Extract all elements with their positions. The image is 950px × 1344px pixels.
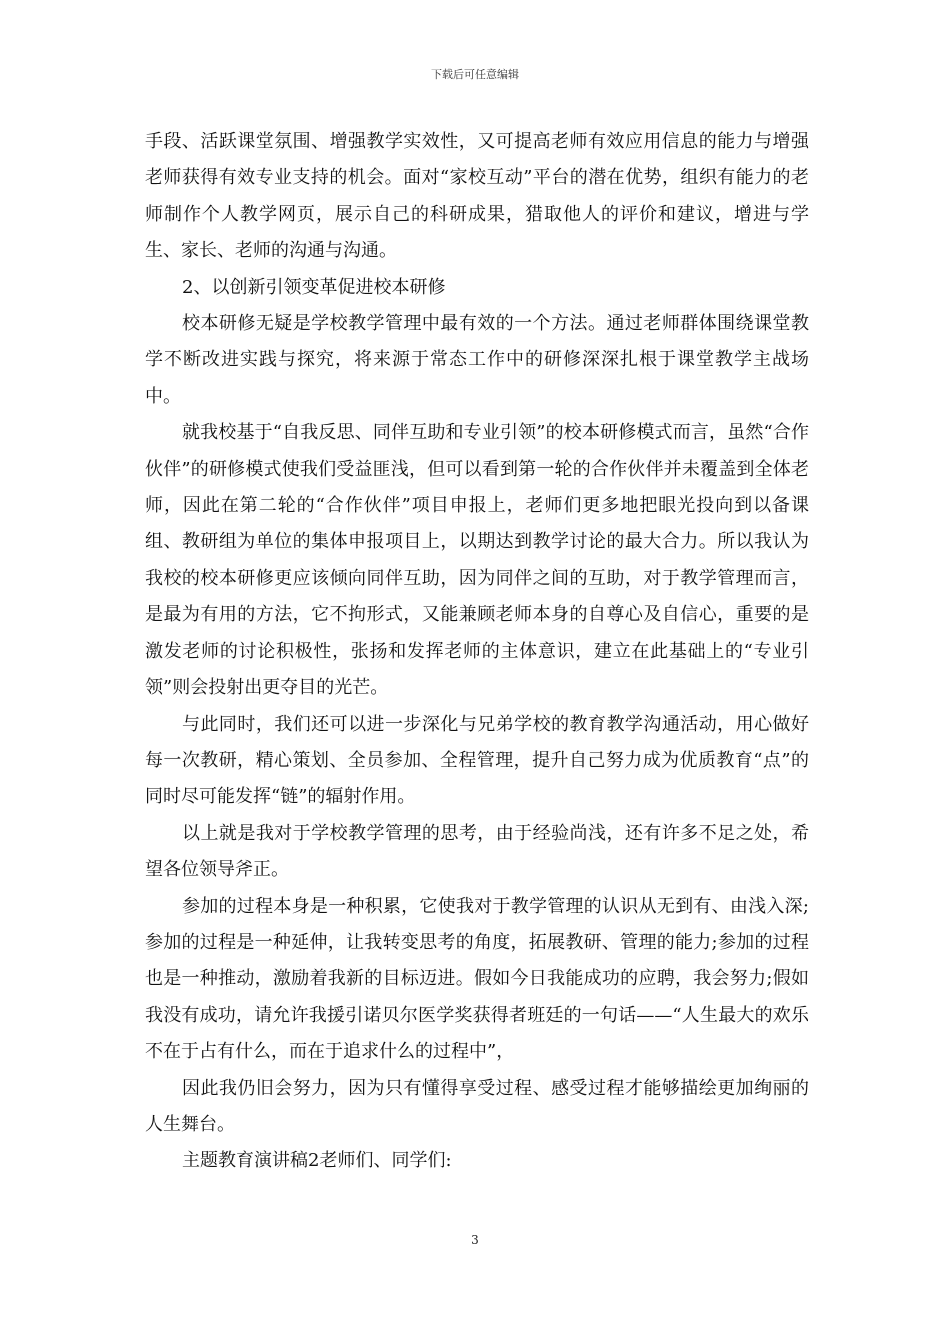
paragraph-2: 校本研修无疑是学校教学管理中最有效的一个方法。通过老师群体围绕课堂教学不断改进实践与探究，将来源于常态工作中的研修深深扎根于课堂教学主战场中。: [145, 313, 809, 407]
page-header: 下载后可任意编辑: [431, 68, 519, 81]
page-number: 3: [471, 1233, 479, 1247]
paragraph-4: 与此同时，我们还可以进一步深化与兄弟学校的教育教学沟通活动，用心做好每一次教研，精心策划、全员参加、全程管理，提升自己努力成为优质教育“点”的同时尽可能发挥“链”的辐射作用。: [145, 713, 809, 808]
section-heading: 2、以创新引领变革促进校本研修: [182, 276, 446, 298]
paragraph-1: 手段、活跃课堂氛围、增强教学实效性，又可提高老师有效应用信息的能力与增强老师获得有效专业支持的机会。面对“家校互动”平台的潜在优势，组织有能力的老师制作个人教学网页，展示自己的科研成果，猎取他人的评价和建议，增进与学生、家长、老师的沟通与沟通。: [145, 131, 809, 262]
paragraph-7: 因此我仍旧会努力，因为只有懂得享受过程、感受过程才能够描绘更加绚丽的人生舞台。: [145, 1077, 809, 1135]
paragraph-5: 以上就是我对于学校教学管理的思考，由于经验尚浅，还有许多不足之处，希望各位领导斧正。: [145, 822, 809, 881]
paragraph-6: 参加的过程本身是一种积累，它使我对于教学管理的认识从无到有、由浅入深;参加的过程是一种延伸，让我转变思考的角度，拓展教研、管理的能力;参加的过程也是一种推动，激励着我新的目标迈进。假如今日我能成功的应聘，我会努力;假如我没有成功，请允许我援引诺贝尔医学奖获得者班廷的一句话——“人生最大的欢乐不在于占有什么，而在于追求什么的过程中”，: [145, 895, 809, 1063]
paragraph-3: 就我校基于“自我反思、同伴互助和专业引领”的校本研修模式而言，虽然“合作伙伴”的研修模式使我们受益匪浅，但可以看到第一轮的合作伙伴并未覆盖到全体老师，因此在第二轮的“合作伙伴”项目申报上，老师们更多地把眼光投向到以备课组、教研组为单位的集体申报项目上，以期达到教学讨论的最大合力。所以我认为我校的校本研修更应该倾向同伴互助，因为同伴之间的互助，对于教学管理而言，是最为有用的方法，它不拘形式，又能兼顾老师本身的自尊心及自信心，重要的是激发老师的讨论积极性，张扬和发挥老师的主体意识，建立在此基础上的“专业引领”则会投射出更夺目的光芒。: [145, 422, 809, 699]
document-body: [145, 124, 809, 1180]
paragraph-8: 主题教育演讲稿2老师们、同学们:: [182, 1150, 452, 1172]
